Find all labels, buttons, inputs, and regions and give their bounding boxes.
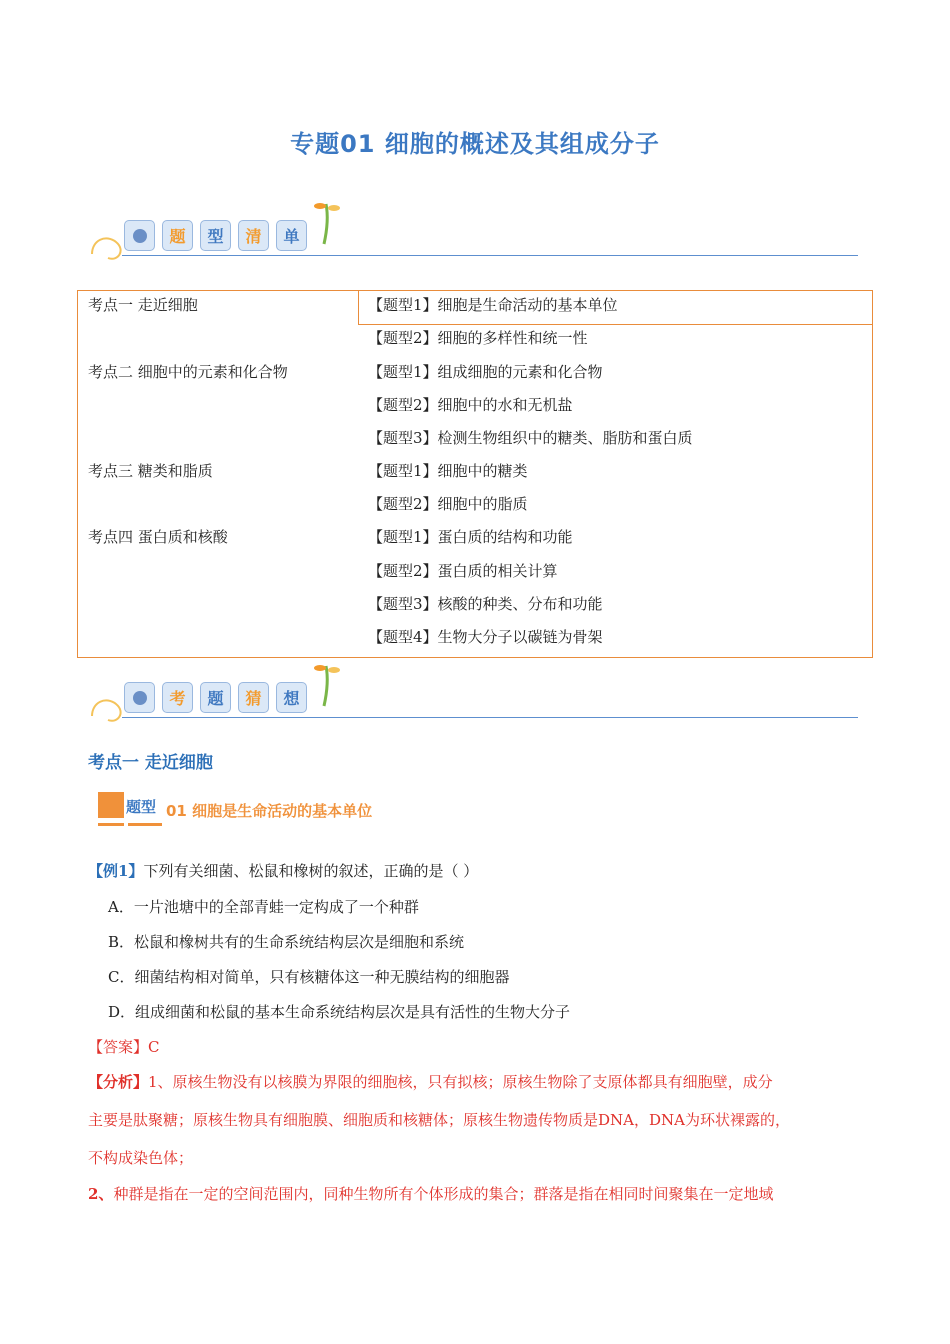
table-point: 考点二 细胞中的元素和化合物 [88, 363, 288, 381]
badge-block [98, 792, 124, 818]
table-type: 【题型2】细胞中的水和无机盐 [368, 396, 573, 414]
banner-tile: 题 [162, 220, 193, 251]
banner-tile: 单 [276, 220, 307, 251]
example-label: 【例1】 [88, 862, 144, 880]
table-point: 考点三 糖类和脂质 [88, 462, 213, 480]
answer-label: 【答案】 [88, 1038, 149, 1056]
banner-type-list [88, 196, 858, 268]
option-b: B．松鼠和橡树共有的生命系统结构层次是细胞和系统 [108, 933, 465, 951]
analysis-text: 1、原核生物没有以核膜为界限的细胞核，只有拟核；原核生物除了支原体都具有细胞壁，成分 [148, 1073, 773, 1091]
example-question [88, 861, 478, 881]
analysis-line [88, 1072, 773, 1092]
table-type: 【题型2】细胞的多样性和统一性 [368, 329, 588, 347]
badge-label: 题型 [126, 798, 157, 816]
type-title: 01 细胞是生命活动的基本单位 [166, 802, 373, 820]
analysis-line: 不构成染色体； [88, 1149, 194, 1167]
option-d: D．组成细菌和松鼠的基本生命系统结构层次是具有活性的生物大分子 [108, 1003, 571, 1021]
table-type: 【题型3】检测生物组织中的糖类、脂肪和蛋白质 [368, 429, 693, 447]
table-type: 【题型2】细胞中的脂质 [368, 495, 528, 513]
option-c: C．细菌结构相对简单，只有核糖体这一种无膜结构的细胞器 [108, 968, 510, 986]
banner-tile: 猜 [238, 682, 269, 713]
table-type: 【题型4】生物大分子以碳链为骨架 [368, 628, 603, 646]
page-title: 专题01 细胞的概述及其组成分子 [290, 130, 660, 158]
banner-rule [122, 255, 858, 256]
banner-tile: 题 [200, 682, 231, 713]
analysis-line [88, 1184, 773, 1204]
analysis-line: 主要是肽聚糖；原核生物具有细胞膜、细胞质和核糖体；原核生物遗传物质是DNA，DNA为环状裸露的， [88, 1111, 790, 1129]
table-type: 【题型2】蛋白质的相关计算 [368, 562, 558, 580]
table-point: 考点四 蛋白质和核酸 [88, 528, 228, 546]
section-heading: 考点一 走近细胞 [88, 753, 213, 773]
banner-tile: 清 [238, 220, 269, 251]
banner-tile: 想 [276, 682, 307, 713]
option-a: A．一片池塘中的全部青蛙一定构成了一个种群 [108, 898, 419, 916]
badge-underline [128, 823, 162, 826]
circle-tile-icon [124, 682, 155, 713]
analysis-num: 2、 [88, 1185, 114, 1203]
table-type: 【题型1】组成细胞的元素和化合物 [368, 363, 603, 381]
type-badge [98, 792, 168, 828]
table-type: 【题型1】蛋白质的结构和功能 [368, 528, 573, 546]
analysis-text: 种群是指在一定的空间范围内，同种生物所有个体形成的集合；群落是指在相同时间聚集在一定地域 [113, 1185, 774, 1203]
banner-exam-guess [88, 658, 858, 730]
banner-tile: 型 [200, 220, 231, 251]
table-type: 【题型1】细胞中的糖类 [368, 462, 528, 480]
question-text: 下列有关细菌、松鼠和橡树的叙述，正确的是（ ） [143, 862, 479, 880]
answer [88, 1037, 160, 1057]
circle-tile-icon [124, 220, 155, 251]
banner-tile: 考 [162, 682, 193, 713]
answer-value: C [148, 1038, 160, 1056]
table-type: 【题型3】核酸的种类、分布和功能 [368, 595, 603, 613]
banner-rule [122, 717, 858, 718]
badge-underline [98, 823, 124, 826]
table-point: 考点一 走近细胞 [88, 296, 198, 314]
table-type: 【题型1】细胞是生命活动的基本单位 [368, 296, 618, 314]
analysis-label: 【分析】 [88, 1073, 149, 1091]
